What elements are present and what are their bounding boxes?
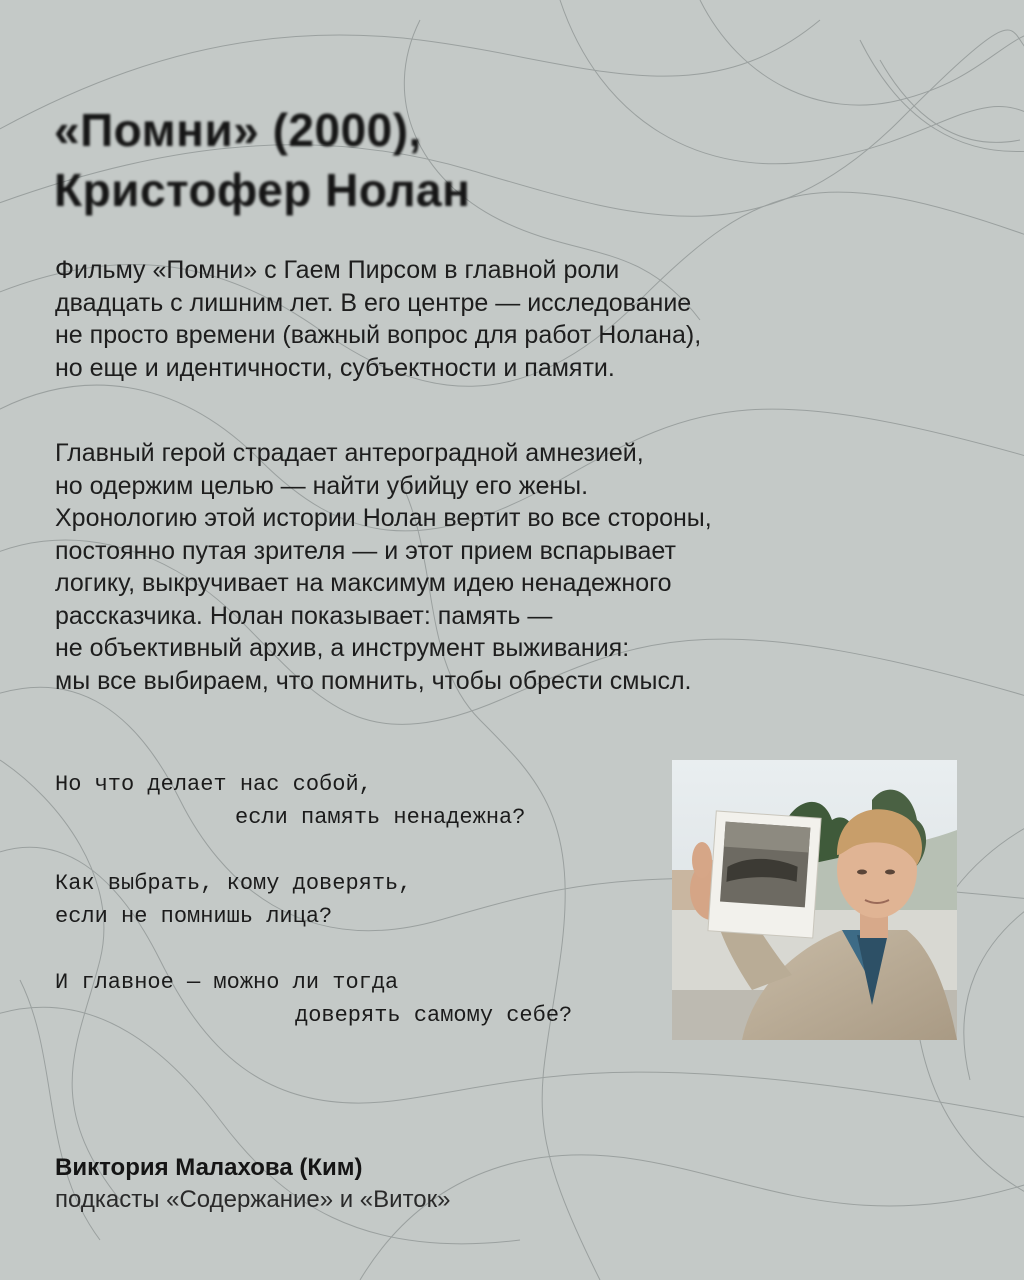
author-block [55,1152,450,1216]
question-1-line-1: Но что делает нас собой, [55,772,372,797]
question-2-line-1: Как выбрать, кому доверять, [55,871,412,896]
question-2-line-2: если не помнишь лица? [55,904,333,929]
paragraph-line: но еще и идентичности, субъектности и памяти. [55,353,615,382]
film-still-image [672,760,957,1040]
paragraph-line: двадцать с лишним лет. В его центре — исследование [55,288,692,317]
paragraph-line: Фильму «Помни» с Гаем Пирсом в главной роли [55,256,620,284]
paragraph-line: мы все выбираем, что помнить, чтобы обрести смысл. [55,666,692,695]
paragraph-intro [55,254,701,384]
title-line-1: «Помни» (2000), [54,104,422,156]
paragraph-plot [55,437,712,697]
paragraph-line: постоянно путая зрителя — и этот прием вспарывает [55,536,676,565]
article-title [54,100,470,220]
paragraph-line: но одержим целью — найти убийцу его жены. [55,471,589,500]
paragraph-line: не объективный архив, а инструмент выживания: [55,634,630,662]
author-name: Виктория Малахова (Ким) [55,1154,363,1181]
question-3-line-1: И главное — можно ли тогда [55,970,399,995]
paragraph-line: не просто времени (важный вопрос для работ Нолана), [55,321,702,349]
paragraph-line: Главный герой страдает антероградной амнезией, [55,439,644,467]
paragraph-line: рассказчика. Нолан показывает: память — [55,601,553,630]
author-role: подкасты «Содержание» и «Виток» [55,1186,451,1213]
typewriter-questions [55,768,655,1032]
title-line-2: Кристофер Нолан [54,164,471,216]
paragraph-line: логику, выкручивает на максимум идею ненадежного [55,569,672,597]
paragraph-line: Хронологию этой истории Нолан вертит во все стороны, [55,504,712,532]
question-1-line-2: если память ненадежна? [235,805,526,830]
question-3-line-2: доверять самому себе? [295,1003,573,1028]
